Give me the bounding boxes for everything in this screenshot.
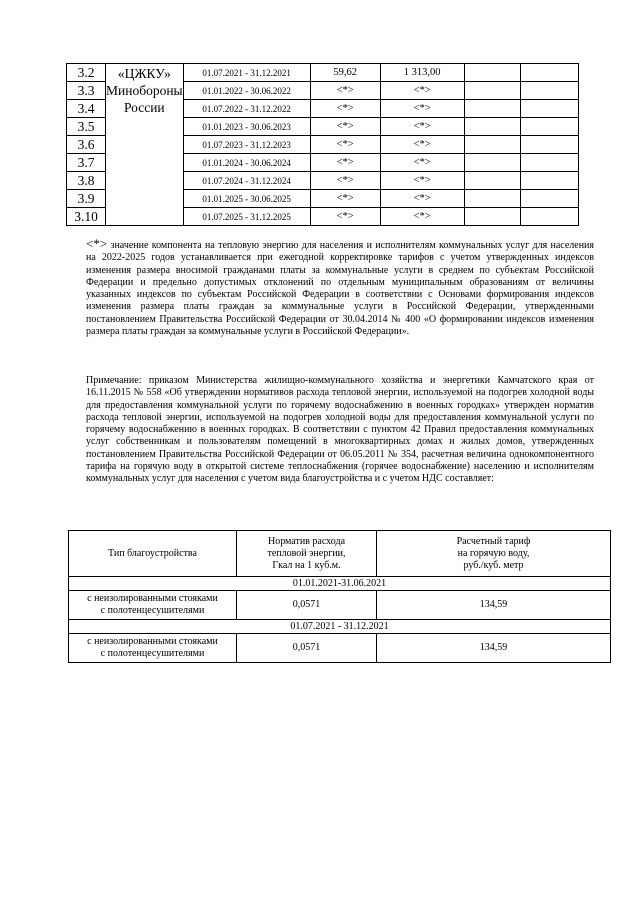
tariff-value-1: <*> <box>310 172 380 190</box>
tariff-table <box>66 63 579 226</box>
empty-cell <box>520 118 578 136</box>
footnote-mark: <*> <box>86 236 108 251</box>
tariff-value-1: <*> <box>310 190 380 208</box>
empty-cell <box>464 172 520 190</box>
organization-line: России <box>123 100 165 115</box>
amenity-type-line: с неизолированными стояками <box>87 593 218 604</box>
period: 01.07.2021 - 31.12.2021 <box>183 64 310 82</box>
empty-cell <box>520 190 578 208</box>
footnote <box>86 238 594 338</box>
row-number: 3.8 <box>67 172 106 190</box>
empty-cell <box>520 64 578 82</box>
norm-table <box>68 530 611 663</box>
norm-table-header <box>69 531 611 577</box>
empty-cell <box>464 82 520 100</box>
row-number: 3.10 <box>67 208 106 226</box>
tariff-value-2: <*> <box>380 172 464 190</box>
row-number: 3.7 <box>67 154 106 172</box>
period-label: 01.01.2021-31.06.2021 <box>69 577 611 591</box>
amenity-type-line: с полотенцесушителями <box>100 605 205 616</box>
amenity-type <box>69 591 237 620</box>
tariff-value-2: <*> <box>380 82 464 100</box>
tariff-value-1: 59,62 <box>310 64 380 82</box>
header-tariff-line: на горячую воду, <box>457 547 530 559</box>
period: 01.01.2022 - 30.06.2022 <box>183 82 310 100</box>
tariff-value: 134,59 <box>377 634 611 663</box>
header-norm-line: тепловой энергии, <box>267 547 346 559</box>
period-row <box>69 620 611 634</box>
period: 01.07.2022 - 31.12.2022 <box>183 100 310 118</box>
norm-value: 0,0571 <box>237 591 377 620</box>
tariff-value-2: <*> <box>380 100 464 118</box>
empty-cell <box>464 100 520 118</box>
empty-cell <box>520 100 578 118</box>
norm-row <box>69 634 611 663</box>
tariff-value-1: <*> <box>310 136 380 154</box>
row-number: 3.4 <box>67 100 106 118</box>
tariff-row <box>67 64 579 82</box>
tariff-value-1: <*> <box>310 154 380 172</box>
empty-cell <box>520 136 578 154</box>
empty-cell <box>464 136 520 154</box>
tariff-value-1: <*> <box>310 118 380 136</box>
tariff-value-2: <*> <box>380 118 464 136</box>
period: 01.07.2023 - 31.12.2023 <box>183 136 310 154</box>
tariff-value-2: <*> <box>380 190 464 208</box>
period: 01.07.2024 - 31.12.2024 <box>183 172 310 190</box>
period: 01.01.2023 - 30.06.2023 <box>183 118 310 136</box>
empty-cell <box>464 208 520 226</box>
header-tariff-line: Расчетный тариф <box>456 535 531 547</box>
header-norm <box>237 531 377 577</box>
tariff-value-2: <*> <box>380 154 464 172</box>
amenity-type-line: с полотенцесушителями <box>100 648 205 659</box>
tariff-value-2: <*> <box>380 208 464 226</box>
tariff-value-1: <*> <box>310 208 380 226</box>
tariff-value-2: 1 313,00 <box>380 64 464 82</box>
row-number: 3.9 <box>67 190 106 208</box>
norm-row <box>69 591 611 620</box>
empty-cell <box>520 172 578 190</box>
footnote-text: значение компонента на тепловую энергию для населения и исполнителям коммунальных услуг для населения на 2022-2025 годов устанавливается при ежегодной корректировке тарифов с учетом утвержденных индексов изменения размера вносимой гражданами платы за коммунальные услуги в среднем по субъектам Российской Федерации и предельно допустимых отклонений по отдельным муниципальным образованиям от величины указанных индексов по субъектам Российской Федерации в соответствии с Основами формирования индексов изменения размера платы граждан за коммунальные услуги в Российской Федерации, утвержденными постановлением Правительства Российской Федерации от 30.04.2014 № 400 «О формировании индексов изменения размера платы граждан за коммунальные услуги в Российской Федерации». <box>86 240 595 338</box>
header-type: Тип благоустройства <box>69 531 237 577</box>
period: 01.01.2024 - 30.06.2024 <box>183 154 310 172</box>
period-row <box>69 577 611 591</box>
amenity-type <box>69 634 237 663</box>
row-number: 3.2 <box>67 64 106 82</box>
row-number: 3.6 <box>67 136 106 154</box>
tariff-value: 134,59 <box>377 591 611 620</box>
amenity-type-line: с неизолированными стояками <box>87 636 218 647</box>
organization-line: «ЦЖКУ» <box>117 66 171 81</box>
tariff-value-1: <*> <box>310 100 380 118</box>
period-label: 01.07.2021 - 31.12.2021 <box>69 620 611 634</box>
empty-cell <box>464 64 520 82</box>
header-tariff-line: руб./куб. метр <box>463 559 524 571</box>
header-norm-line: Норматив расхода <box>267 535 346 547</box>
tariff-value-2: <*> <box>380 136 464 154</box>
header-norm-line: Гкал на 1 куб.м. <box>272 559 341 571</box>
empty-cell <box>520 208 578 226</box>
empty-cell <box>464 190 520 208</box>
empty-cell <box>464 118 520 136</box>
tariff-value-1: <*> <box>310 82 380 100</box>
empty-cell <box>520 154 578 172</box>
note-paragraph: Примечание: приказом Министерства жилищно-коммунального хозяйства и энергетики Камчатского края от 16.11.2015 № 558 «Об утверждении нормативов расхода тепловой энергии, используемой на подогрев холодной воды для предоставления коммунальной услуги по горячему водоснабжению в военных городках» утвержден норматив расхода тепловой энергии, используемой на подогрев холодной воды для предоставления коммунальной услуги по горячему водоснабжению в военных городках. В соответствии с пунктом 42 Правил предоставления коммунальных услуг собственникам и пользователям помещений в многоквартирных домах и жилых домов, утвержденных постановлением Правительства Российской Федерации от 06.05.2011 № 354, расчетная величина однокомпонентного тарифа на горячую воду в открытой системе теплоснабжения (горячее водоснабжение) населению и исполнителям коммунальных услуг для населения с учетом вида благоустройства и с учетом НДС составляет: <box>86 375 594 485</box>
period: 01.01.2025 - 30.06.2025 <box>183 190 310 208</box>
empty-cell <box>464 154 520 172</box>
period: 01.07.2025 - 31.12.2025 <box>183 208 310 226</box>
organization-name <box>106 64 184 226</box>
row-number: 3.3 <box>67 82 106 100</box>
empty-cell <box>520 82 578 100</box>
header-tariff <box>377 531 611 577</box>
organization-line: Минобороны <box>106 83 183 98</box>
norm-value: 0,0571 <box>237 634 377 663</box>
row-number: 3.5 <box>67 118 106 136</box>
